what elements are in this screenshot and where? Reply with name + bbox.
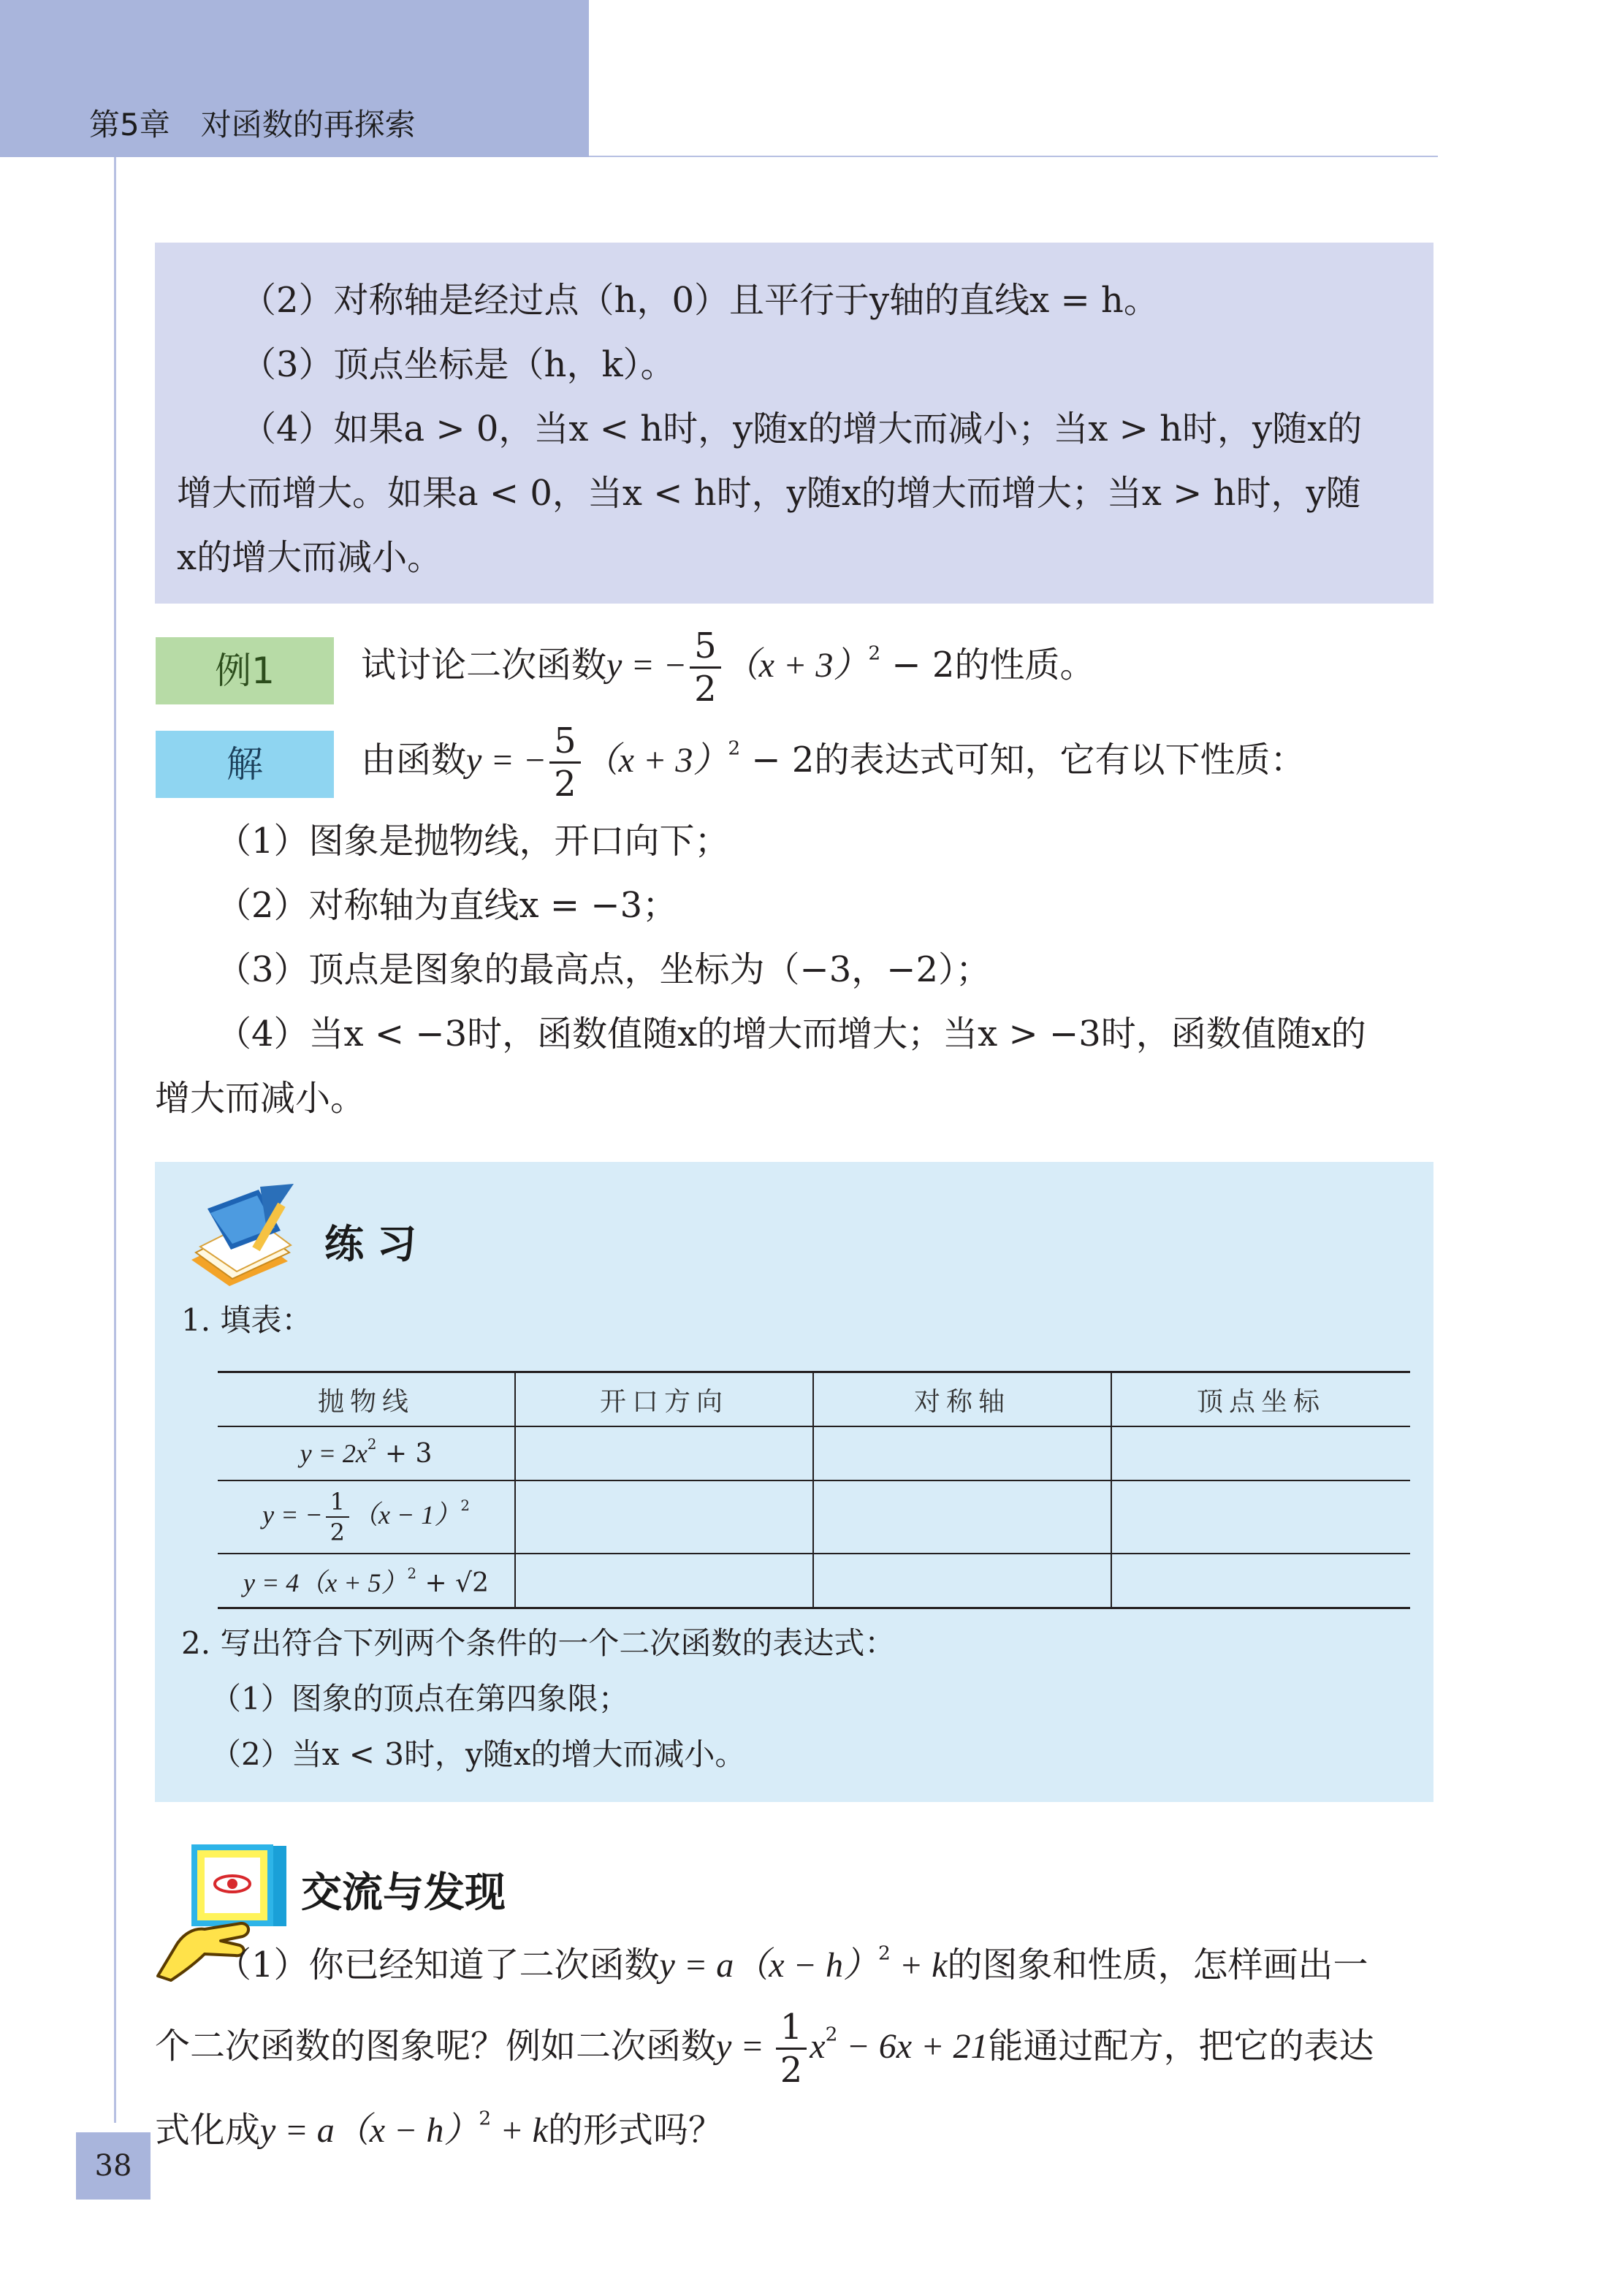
discuss-line-2: [155, 2007, 1374, 2091]
solution-fraction: [549, 721, 581, 805]
example-fn-lhs: y = −: [606, 646, 688, 685]
discuss-line3-fn: y = a（x − h）: [260, 2111, 479, 2150]
table-row: [218, 1480, 1410, 1554]
discuss-title: 交流与发现: [301, 1869, 506, 1917]
table-header-opening: 开口方向: [515, 1372, 813, 1427]
solution-item-3: （3）顶点是图象的最高点，坐标为（−3，−2）；: [216, 949, 991, 990]
discuss-line2-fn2: − 6x + 21: [837, 2027, 989, 2066]
practice-q2: 2. 写出符合下列两个条件的一个二次函数的表达式：: [181, 1625, 896, 1661]
table-cell-empty[interactable]: [813, 1426, 1111, 1480]
table-row: [218, 1554, 1410, 1608]
discuss-line1-fn: y = a（x − h）: [659, 1946, 878, 1985]
row3-post: +: [416, 1567, 456, 1598]
example-prefix: 试讨论二次函数: [361, 645, 607, 685]
solution-statement: [361, 721, 1306, 805]
discuss-line2-fn-lhs: y =: [716, 2027, 773, 2066]
example-frac-den: 2: [694, 669, 717, 710]
solution-fn-lhs: y = −: [466, 741, 547, 780]
solution-frac-num: 5: [549, 723, 581, 764]
solution-prefix: 由函数: [361, 740, 467, 780]
table-header-vertex: 顶点坐标: [1111, 1372, 1410, 1427]
practice-title: 练习: [324, 1221, 430, 1267]
solution-item-4-line2: 增大而减小。: [155, 1078, 366, 1119]
left-margin-rule: [114, 157, 116, 2123]
table-cell-empty[interactable]: [1111, 1554, 1410, 1608]
discuss-line2-num: 1: [776, 2010, 807, 2050]
table-header-axis: 对称轴: [813, 1372, 1111, 1427]
table-header-row: [218, 1372, 1410, 1427]
page-number: 38: [94, 2149, 132, 2183]
solution-fn-rest: （x + 3）: [583, 741, 728, 780]
discuss-line1-pre: （1）你已经知道了二次函数: [216, 1945, 660, 1985]
table-cell-empty[interactable]: [813, 1554, 1111, 1608]
table-cell-empty[interactable]: [813, 1480, 1111, 1554]
table-cell-empty[interactable]: [515, 1554, 813, 1608]
discuss-line2-fn: x: [810, 2027, 826, 2066]
discuss-line-3: [155, 2102, 723, 2152]
discuss-line3-exp: 2: [479, 2107, 492, 2130]
row2-exp: 2: [460, 1497, 470, 1515]
example-fn-rest: （x + 3）: [723, 646, 869, 685]
discuss-line2-pre: 个二次函数的图象呢？例如二次函数: [155, 2026, 717, 2067]
example-fraction: [690, 626, 721, 710]
discuss-line3-pre: 式化成: [155, 2110, 261, 2151]
discuss-line1-fn2: + k: [890, 1946, 948, 1985]
table-cell-function-1: [218, 1426, 515, 1480]
property-2: （2）对称轴是经过点（h，0）且平行于y轴的直线x = h。: [241, 280, 1159, 321]
table-row: [218, 1426, 1410, 1480]
property-4-line2: 增大而增大。如果a < 0，当x < h时，y随x的增大而增大；当x > h时，y随: [177, 473, 1361, 514]
discuss-line2-den: 2: [780, 2050, 803, 2091]
solution-suffix: 的表达式可知，它有以下性质：: [814, 740, 1306, 780]
solution-frac-den: 2: [554, 764, 576, 805]
row1-pre: y = 2x: [300, 1439, 368, 1468]
solution-tag: 解: [156, 731, 334, 798]
solution-exp: 2: [728, 737, 741, 760]
row2-num: 1: [326, 1490, 349, 1518]
discuss-line2-exp: 2: [825, 2023, 838, 2046]
table-cell-function-2: [218, 1480, 515, 1554]
row2-fraction: [326, 1490, 349, 1544]
table-cell-function-3: [218, 1554, 515, 1608]
property-4-line3: x的增大而减小。: [177, 537, 443, 578]
discuss-line2-post: 能通过配方，把它的表达: [988, 2026, 1374, 2067]
table-cell-empty[interactable]: [515, 1426, 813, 1480]
row2-post: （x − 1）: [352, 1500, 461, 1529]
property-3: （3）顶点坐标是（h，k）。: [241, 344, 676, 385]
book-pencil-icon: [178, 1179, 307, 1289]
row1-exp: 2: [367, 1436, 377, 1453]
table-cell-empty[interactable]: [1111, 1480, 1410, 1554]
row3-exp: 2: [407, 1565, 417, 1582]
row2-pre: y = −: [262, 1500, 323, 1529]
row2-den: 2: [330, 1518, 346, 1546]
example-suffix: 的性质。: [954, 645, 1095, 685]
example-tag: 例1: [156, 637, 334, 704]
example-fn-tail: − 2: [880, 645, 955, 685]
row3-root: √2: [455, 1567, 490, 1598]
row3-pre: y = 4（x + 5）: [243, 1567, 408, 1597]
solution-item-2: （2）对称轴为直线x = −3；: [216, 885, 678, 926]
header-divider: [589, 156, 1438, 157]
table-cell-empty[interactable]: [1111, 1426, 1410, 1480]
solution-fn-tail: − 2: [740, 740, 815, 780]
example-frac-num: 5: [690, 628, 721, 669]
table-cell-empty[interactable]: [515, 1480, 813, 1554]
discuss-line3-post: 的形式吗？: [547, 2110, 723, 2151]
chapter-title: 第5章 对函数的再探索: [89, 107, 416, 142]
row1-post: + 3: [376, 1439, 433, 1469]
discuss-line1-post: 的图象和性质，怎样画出一: [947, 1945, 1368, 1985]
practice-table: [218, 1371, 1410, 1609]
table-header-parabola: 抛物线: [218, 1372, 515, 1427]
example-statement: [361, 626, 1095, 710]
solution-item-1: （1）图象是抛物线，开口向下；: [216, 821, 730, 862]
discuss-line1-exp: 2: [877, 1942, 891, 1965]
discuss-line3-fn2: + k: [491, 2111, 548, 2150]
example-exp: 2: [868, 642, 881, 665]
solution-item-4-line1: （4）当x < −3时，函数值随x的增大而增大；当x > −3时，函数值随x的: [216, 1014, 1366, 1054]
practice-q1: 1. 填表：: [181, 1302, 313, 1338]
discuss-line-1: [216, 1936, 1368, 1987]
discuss-line2-fraction: [776, 2007, 807, 2091]
practice-q2-item-2: （2）当x < 3时，y随x的增大而减小。: [210, 1736, 746, 1772]
property-box: [155, 243, 1433, 604]
property-4-line1: （4）如果a > 0，当x < h时，y随x的增大而减小；当x > h时，y随x的: [241, 408, 1363, 449]
practice-q2-item-1: （1）图象的顶点在第四象限；: [210, 1681, 629, 1717]
